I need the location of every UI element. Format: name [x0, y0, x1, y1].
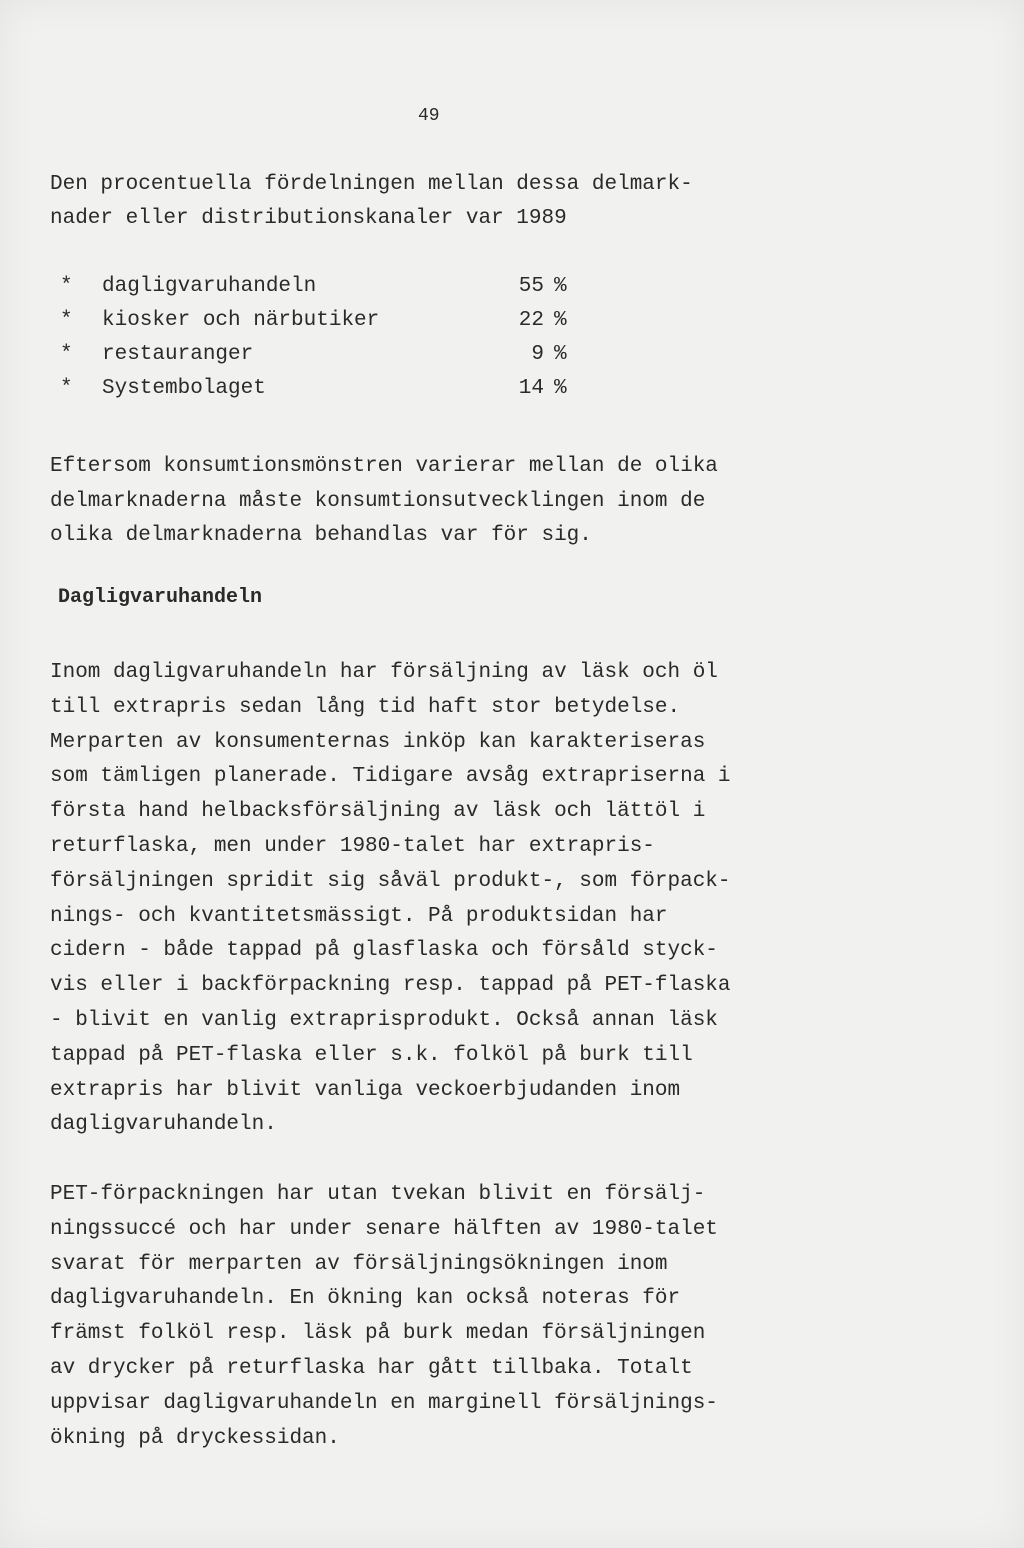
channel-label: restauranger	[102, 343, 254, 366]
text-line: Merparten av konsumenternas inköp kan karakteriseras	[50, 730, 706, 754]
percent-sign: %	[554, 309, 567, 332]
text-line: Den procentuella fördelningen mellan dessa delmark-	[50, 173, 693, 196]
text-line: uppvisar dagligvaruhandeln en marginell försäljnings-	[50, 1391, 718, 1415]
text-line: som tämligen planerade. Tidigare avsåg extrapriserna i	[50, 765, 731, 789]
text-line: av drycker på returflaska har gått tillbaka. Totalt	[50, 1356, 693, 1380]
intro-paragraph	[50, 168, 850, 236]
text-line: vis eller i backförpackning resp. tappad på PET-flaska	[50, 974, 731, 998]
text-line: PET-förpackningen har utan tvekan blivit en försälj-	[50, 1183, 706, 1206]
percent-sign: %	[554, 275, 567, 298]
list-item	[60, 304, 580, 338]
text-line: delmarknaderna måste konsumtionsutvecklingen inom de	[50, 489, 706, 513]
page-number: 49	[418, 106, 440, 126]
bullet-asterisk: *	[60, 343, 73, 366]
distribution-list	[60, 270, 580, 406]
text-line: cidern - både tappad på glasflaska och försåld styck-	[50, 939, 718, 963]
bullet-asterisk: *	[60, 275, 73, 298]
text-line: returflaska, men under 1980-talet har extrapris-	[50, 834, 655, 858]
text-line: nader eller distributionskanaler var 1989	[50, 207, 567, 230]
text-line: nings- och kvantitetsmässigt. På produktsidan har	[50, 904, 668, 928]
consumption-paragraph	[50, 450, 850, 554]
list-item	[60, 270, 580, 304]
channel-label: dagligvaruhandeln	[102, 275, 317, 298]
share-value: 55	[518, 275, 544, 298]
percent-sign: %	[554, 343, 567, 366]
channel-label: kiosker och närbutiker	[102, 309, 380, 332]
bullet-asterisk: *	[60, 377, 73, 400]
text-line: försäljningen spridit sig såväl produkt-, som förpack-	[50, 869, 731, 893]
text-line: dagligvaruhandeln. En ökning kan också noteras för	[50, 1287, 681, 1311]
text-line: dagligvaruhandeln.	[50, 1113, 277, 1137]
text-line: olika delmarknaderna behandlas var för sig.	[50, 524, 592, 547]
percent-sign: %	[554, 377, 567, 400]
list-item	[60, 338, 580, 372]
text-line: till extrapris sedan lång tid haft stor betydelse.	[50, 695, 681, 719]
extrapris-paragraph	[50, 656, 850, 1143]
text-line: svarat för merparten av försäljningsökningen inom	[50, 1252, 668, 1276]
section-heading: Dagligvaruhandeln	[58, 586, 263, 609]
share-value: 22	[518, 309, 544, 332]
channel-label: Systembolaget	[102, 377, 266, 400]
pet-paragraph	[50, 1178, 850, 1456]
text-line: Eftersom konsumtionsmönstren varierar mellan de olika	[50, 455, 718, 478]
text-line: ökning på dryckessidan.	[50, 1426, 340, 1450]
text-line: ningssuccé och har under senare hälften av 1980-talet	[50, 1217, 718, 1241]
list-item	[60, 372, 580, 406]
bullet-asterisk: *	[60, 309, 73, 332]
text-line: Inom dagligvaruhandeln har försäljning av läsk och öl	[50, 661, 718, 684]
text-line: första hand helbacksförsäljning av läsk och lättöl i	[50, 800, 706, 824]
text-line: främst folköl resp. läsk på burk medan försäljningen	[50, 1322, 706, 1346]
text-line: - blivit en vanlig extraprisprodukt. Också annan läsk	[50, 1008, 718, 1032]
text-line: tappad på PET-flaska eller s.k. folköl på burk till	[50, 1043, 693, 1067]
text-line: extrapris har blivit vanliga veckoerbjudanden inom	[50, 1078, 681, 1102]
share-value: 9	[531, 343, 544, 366]
share-value: 14	[518, 377, 544, 400]
